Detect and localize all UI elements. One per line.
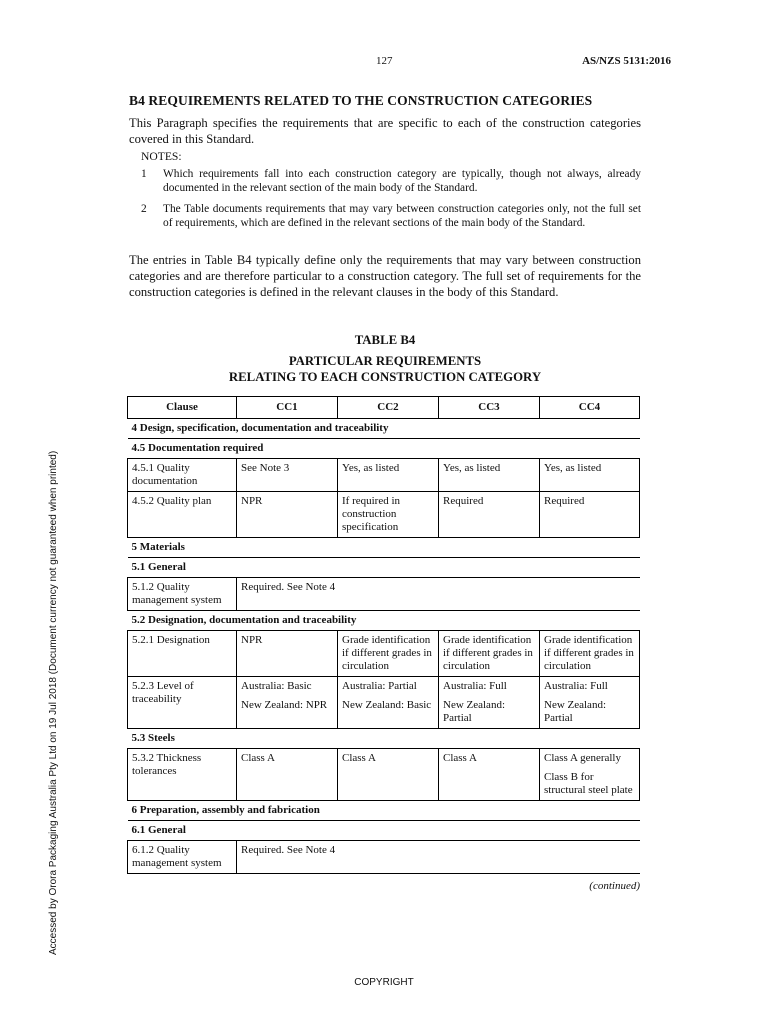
note-text: Which requirements fall into each construction category are typically, though not always, already documented in the relevant section of the main body of the Standard. [163, 168, 641, 194]
notes-label: NOTES: [141, 150, 182, 163]
section-row [128, 821, 640, 841]
cell-clause: 5.3.2 Thickness tolerances [128, 749, 237, 801]
cell-all-categories: Required. See Note 4 [237, 841, 640, 874]
cell-cc3: Yes, as listed [439, 459, 540, 492]
section-row [128, 538, 640, 558]
note-number: 2 [141, 203, 147, 215]
section-5-3: 5.3 Steels [131, 732, 175, 744]
body-paragraph: The entries in Table B4 typically define only the requirements that may vary between construction categories and are therefore particular to a construction category. The full set of requirements for the construction categories is defined in the relevant clauses in the body of this Standard. [129, 253, 641, 299]
cell-line: Class B for structural steel plate [544, 771, 633, 796]
header-clause: Clause [128, 397, 237, 419]
section-row [128, 419, 640, 439]
cell-line: New Zealand: Partial [544, 699, 606, 724]
copyright-footer: COPYRIGHT [354, 977, 414, 988]
access-watermark: Accessed by Orora Packaging Australia Pty Ltd on 19 Jul 2018 (Document currency not guaranteed when printed) [48, 450, 59, 955]
cell-cc2: If required in construction specification [338, 492, 439, 538]
cell-cc2: Grade identification if different grades in circulation [338, 631, 439, 677]
section-6: 6 Preparation, assembly and fabrication [131, 804, 320, 816]
cell-cc1 [237, 677, 338, 729]
table-title-line-2: RELATING TO EACH CONSTRUCTION CATEGORY [228, 370, 542, 384]
cell-line: New Zealand: NPR [241, 699, 328, 711]
cell-line: Australia: Basic [241, 680, 312, 692]
cell-line: Australia: Full [544, 680, 608, 692]
table-row [128, 631, 640, 677]
page-number: 127 [376, 55, 393, 67]
cell-clause: 4.5.2 Quality plan [128, 492, 237, 538]
cell-clause: 5.1.2 Quality management system [128, 578, 237, 611]
cell-cc1: NPR [237, 492, 338, 538]
cell-cc1: Class A [237, 749, 338, 801]
header-cc4: CC4 [540, 397, 640, 419]
cell-cc2: Yes, as listed [338, 459, 439, 492]
section-5-1: 5.1 General [131, 561, 186, 573]
table-title-line-1: PARTICULAR REQUIREMENTS [288, 354, 482, 368]
table-row [128, 677, 640, 729]
section-4: 4 Design, specification, documentation and traceability [131, 422, 389, 434]
continued-note: (continued) [589, 880, 640, 892]
note-1 [141, 167, 641, 195]
table-row [128, 492, 640, 538]
cell-line: New Zealand: Partial [443, 699, 505, 724]
table-label: TABLE B4 [354, 333, 416, 347]
cell-cc4 [540, 677, 640, 729]
section-row [128, 729, 640, 749]
note-text: The Table documents requirements that may vary between construction categories only, not the full set of requirements, which are defined in the relevant sections of the main body of the Standard. [163, 203, 641, 229]
table-row [128, 459, 640, 492]
header-cc2: CC2 [338, 397, 439, 419]
cell-line: Australia: Full [443, 680, 507, 692]
cell-cc3: Grade identification if different grades in circulation [439, 631, 540, 677]
cell-line: Class A generally [544, 752, 621, 764]
section-6-1: 6.1 General [131, 824, 186, 836]
section-row [128, 611, 640, 631]
section-5: 5 Materials [131, 541, 185, 553]
cell-clause: 4.5.1 Quality documentation [128, 459, 237, 492]
section-row [128, 801, 640, 821]
cell-cc2 [338, 677, 439, 729]
cell-all-categories: Required. See Note 4 [237, 578, 640, 611]
requirements-table [127, 396, 640, 874]
table-row [128, 749, 640, 801]
section-5-2: 5.2 Designation, documentation and traceability [131, 614, 357, 626]
cell-cc4 [540, 749, 640, 801]
intro-paragraph: This Paragraph specifies the requirements that are specific to each of the construction categories covered in this Standard. [129, 116, 641, 146]
cell-line: Australia: Partial [342, 680, 417, 692]
section-row [128, 439, 640, 459]
cell-cc4: Required [540, 492, 640, 538]
note-2 [141, 202, 641, 230]
header-cc3: CC3 [439, 397, 540, 419]
section-4-5: 4.5 Documentation required [131, 442, 264, 454]
cell-cc3 [439, 677, 540, 729]
cell-clause: 5.2.1 Designation [128, 631, 237, 677]
note-number: 1 [141, 168, 147, 180]
cell-cc4: Yes, as listed [540, 459, 640, 492]
cell-clause: 5.2.3 Level of traceability [128, 677, 237, 729]
section-row [128, 558, 640, 578]
header-cc1: CC1 [237, 397, 338, 419]
standard-id: AS/NZS 5131:2016 [582, 55, 671, 67]
section-heading: B4 REQUIREMENTS RELATED TO THE CONSTRUCTION CATEGORIES [129, 93, 593, 108]
cell-line: New Zealand: Basic [342, 699, 432, 711]
table-row [128, 841, 640, 874]
cell-cc3: Required [439, 492, 540, 538]
cell-cc2: Class A [338, 749, 439, 801]
cell-cc3: Class A [439, 749, 540, 801]
table-row [128, 578, 640, 611]
cell-cc1: See Note 3 [237, 459, 338, 492]
cell-cc1: NPR [237, 631, 338, 677]
table-header-row [128, 397, 640, 419]
cell-cc4: Grade identification if different grades in circulation [540, 631, 640, 677]
cell-clause: 6.1.2 Quality management system [128, 841, 237, 874]
